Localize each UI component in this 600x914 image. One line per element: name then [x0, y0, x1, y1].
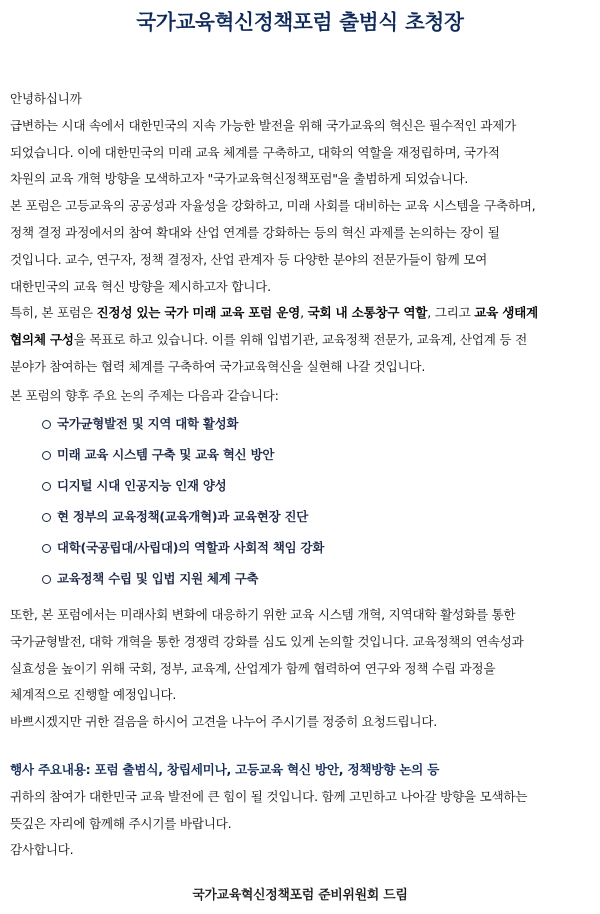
goal-line: [10, 327, 594, 354]
topics-heading: 본 포럼의 향후 주요 논의 주제는 다음과 같습니다:: [10, 388, 279, 403]
circle-bullet-icon: [42, 451, 51, 460]
goal-line: 분야가 참여하는 협력 체계를 구축하여 국가교육혁신을 실현해 나갈 것입니다.: [10, 358, 426, 374]
greeting: 안녕하십니까: [10, 91, 82, 106]
intro-line: 정책 결정 과정에서의 참여 확대와 산업 연계를 강화하는 등의 혁신 과제를 논의하는 장이 될: [10, 224, 500, 240]
goal-text: ,: [300, 305, 308, 321]
topic-label: 국가균형발전 및 지역 대학 활성화: [57, 416, 239, 431]
topic-label: 대학(국공립대/사립대)의 역할과 사회적 책임 강화: [57, 540, 325, 555]
goal-highlight: 협의체 구성: [10, 332, 74, 348]
list-item: [42, 470, 580, 501]
intro-line: 차원의 교육 개혁 방향을 모색하고자 "국가교육혁신정책포럼"을 출범하게 되었습니다.: [10, 171, 469, 187]
closing-line: 체계적으로 진행할 예정입니다.: [10, 687, 177, 703]
list-item: [42, 439, 580, 470]
intro-section: [10, 86, 594, 381]
topics-list: [42, 408, 580, 594]
closing-line: 바쁘시겠지만 귀한 걸음을 하시어 고견을 나누어 주시기를 정중히 요청드립니다.: [10, 714, 437, 730]
circle-bullet-icon: [42, 482, 51, 491]
goal-text: , 그리고: [427, 305, 475, 321]
list-item: [42, 532, 580, 563]
intro-line: 대한민국의 교육 혁신 방향을 제시하고자 합니다.: [10, 278, 271, 294]
goal-highlight: 교육 생태계: [474, 305, 538, 321]
topic-label: 미래 교육 시스템 구축 및 교육 혁신 방안: [57, 447, 275, 462]
circle-bullet-icon: [42, 420, 51, 429]
list-item: [42, 501, 580, 532]
intro-line: 본 포럼은 고등교육의 공공성과 자율성을 강화하고, 미래 사회를 대비하는 교육 시스템을 구축하며,: [10, 198, 536, 214]
signature: 국가교육혁신정책포럼 준비위원회 드림: [192, 888, 408, 903]
topic-label: 교육정책 수립 및 입법 지원 체계 구축: [57, 571, 259, 586]
intro-line: 것입니다. 교수, 연구자, 정책 결정자, 산업 관계자 등 다양한 분야의 전문가들이 함께 모여: [10, 251, 488, 267]
circle-bullet-icon: [42, 575, 51, 584]
circle-bullet-icon: [42, 513, 51, 522]
page-title: 국가교육혁신정책포럼 출범식 초청장: [136, 10, 464, 34]
intro-line: 되었습니다. 이에 대한민국의 미래 교육 체계를 구축하고, 대학의 역할을 재정립하며, 국가적: [10, 144, 500, 160]
closing-line: 또한, 본 포럼에서는 미래사회 변화에 대응하기 위한 교육 시스템 개혁, 지역대학 활성화를 통한: [10, 607, 516, 622]
topics-section: [10, 383, 594, 410]
goal-highlight: 진정성 있는 국가 미래 교육 포럼 운영: [96, 305, 301, 321]
thanks-line: 뜻깊은 자리에 함께해 주시기를 바랍니다.: [10, 815, 232, 831]
closing-line: 국가균형발전, 대학 개혁을 통한 경쟁력 강화를 심도 있게 논의할 것입니다. 교육정책의 연속성과: [10, 633, 524, 649]
closing-section: [10, 602, 594, 736]
goal-text: 특히, 본 포럼은: [10, 305, 97, 321]
goal-text: 을 목표로 하고 있습니다. 이를 위해 입법기관, 교육정책 전문가, 교육계, 산업계 등 전: [73, 332, 527, 348]
circle-bullet-icon: [42, 544, 51, 553]
list-item: [42, 563, 580, 594]
intro-line: 급변하는 시대 속에서 대한민국의 지속 가능한 발전을 위해 국가교육의 혁신은 필수적인 과제가: [10, 117, 516, 133]
thanks-line: 귀하의 참여가 대한민국 교육 발전에 큰 힘이 될 것입니다. 함께 고민하고 나아갈 방향을 모색하는: [10, 788, 528, 804]
list-item: [42, 408, 580, 439]
closing-line: 실효성을 높이기 위해 국회, 정부, 교육계, 산업계가 함께 협력하여 연구와 정책 수립 과정을: [10, 660, 496, 676]
event-section: [10, 757, 594, 864]
topic-label: 디지털 시대 인공지능 인재 양성: [57, 478, 227, 493]
goal-highlight: 국회 내 소통창구 역할: [307, 305, 428, 321]
topic-label: 현 정부의 교육정책(교육개혁)과 교육현장 진단: [57, 509, 308, 524]
thanks-line: 감사합니다.: [10, 842, 74, 858]
goal-line: [10, 300, 594, 327]
event-summary: 행사 주요내용: 포럼 출범식, 창립세미나, 고등교육 혁신 방안, 정책방향 논의 등: [10, 762, 440, 777]
